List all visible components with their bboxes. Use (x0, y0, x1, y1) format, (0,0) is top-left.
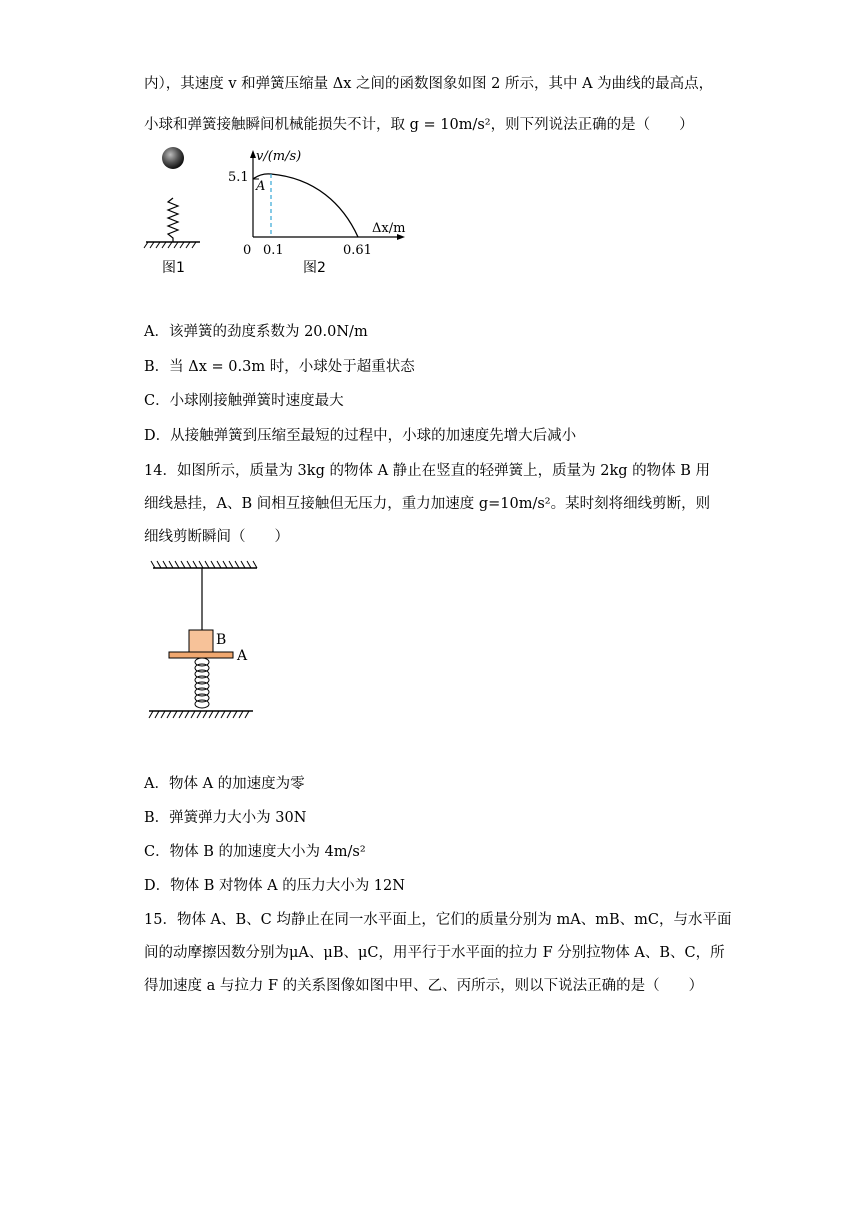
q13-option-b: B．当 Δx = 0.3m 时，小球处于超重状态 (144, 359, 415, 375)
block-b (189, 630, 213, 652)
q14-figure (145, 558, 270, 723)
q13-option-c: C．小球刚接触弹簧时速度最大 (144, 393, 344, 409)
q14-stem-line-2: 细线悬挂，A、B 间相互接触但无压力，重力加速度 g=10m/s²。某时刻将细线剪断，则 (144, 496, 711, 512)
q13-stem-line-2: 小球和弹簧接触瞬间机械能损失不计，取 g = 10m/s²，则下列说法正确的是（ ） (144, 117, 694, 133)
point-a-label: A (256, 179, 266, 194)
origin-label: 0 (243, 243, 252, 258)
spring-coils (195, 658, 209, 708)
q13-stem-line-1: 内），其速度 v 和弹簧压缩量 Δx 之间的函数图象如图 2 所示，其中 A 为曲线的最高点， (144, 76, 714, 92)
velocity-curve (253, 174, 358, 237)
label-b: B (216, 632, 227, 648)
q15-stem-line-2: 间的动摩擦因数分别为μA、μB、μC，用平行于水平面的拉力 F 分别拉物体 A、B、C，所 (144, 945, 725, 961)
fig2-caption: 图2 (303, 260, 326, 276)
q13-figure-1 (140, 142, 210, 277)
q14-option-a: A．物体 A 的加速度为零 (144, 776, 305, 792)
q14-option-b: B．弹簧弹力大小为 30N (144, 810, 307, 826)
plate-a (169, 652, 233, 658)
y-tick-5-1: 5.1 (228, 170, 249, 185)
x-tick-0-61: 0.61 (343, 243, 372, 258)
q14-stem-line-3: 细线剪断瞬间（ ） (144, 529, 289, 545)
ball (162, 147, 184, 169)
label-a: A (237, 648, 248, 664)
q14-option-c: C．物体 B 的加速度大小为 4m/s² (144, 844, 366, 860)
q14-stem-line-1: 14．如图所示，质量为 3kg 的物体 A 静止在竖直的轻弹簧上，质量为 2kg 的物体 B 用 (144, 463, 711, 479)
q15-stem-line-1: 15．物体 A、B、C 均静止在同一水平面上，它们的质量分别为 mA、mB、mC，与水平面 (144, 912, 732, 928)
spring-fig1 (168, 198, 178, 242)
q15-stem-line-3: 得加速度 a 与拉力 F 的关系图像如图中甲、乙、丙所示，则以下说法正确的是（ ） (144, 978, 704, 994)
y-axis-label: v/(m/s) (256, 149, 302, 164)
q13-option-a: A．该弹簧的劲度系数为 20.0N/m (144, 324, 368, 340)
x-tick-0-1: 0.1 (263, 243, 284, 258)
fig1-caption: 图1 (162, 260, 185, 276)
q13-option-d: D．从接触弹簧到压缩至最短的过程中，小球的加速度先增大后减小 (144, 428, 577, 444)
q14-option-d: D．物体 B 对物体 A 的压力大小为 12N (144, 878, 405, 894)
q13-figure-2-graph (225, 142, 425, 277)
x-axis-label: Δx/m (372, 221, 406, 236)
